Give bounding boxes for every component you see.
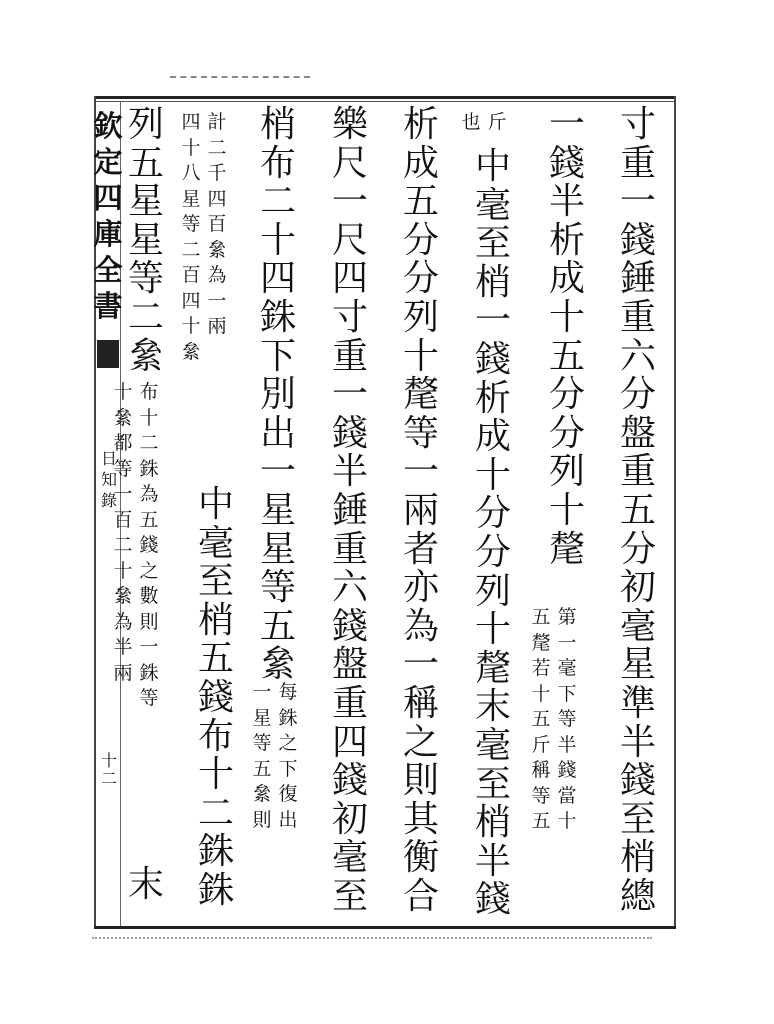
glyph: 分 [474,531,511,573]
glyph: 等 [531,784,551,807]
glyph: 絫 [181,340,201,363]
page-edge-mark-top [170,76,310,79]
margin-page-number [100,752,118,788]
right-border-rule [674,96,676,929]
glyph: 絫 [252,783,272,805]
glyph: 十 [113,381,133,403]
glyph: 等 [139,687,159,709]
glyph: 一 [619,181,656,223]
glyph: 庫 [93,217,123,251]
glyph: 毫 [474,184,511,226]
glyph: 半 [331,451,368,493]
glyph: 二 [100,769,117,788]
glyph: 梢 [197,599,234,641]
glyph: 錘 [331,489,368,531]
glyph: 錢 [331,605,368,647]
glyph: 當 [557,784,577,807]
glyph: 等 [402,412,439,454]
glyph: 至 [619,798,656,840]
glyph: 兩 [113,661,133,684]
glyph: 重 [619,142,656,184]
glyph: 合 [402,875,439,917]
glyph: 等 [181,213,201,235]
annotation-column-2 [530,605,578,835]
glyph: 則 [402,760,439,802]
glyph: 為 [139,483,159,505]
glyph: 四 [259,258,296,300]
glyph: 十 [548,296,585,338]
glyph: 書 [93,289,123,323]
glyph: 分 [402,258,439,300]
glyph: 之 [278,732,298,754]
glyph: 亦 [402,567,439,609]
annotation-line-7a [206,110,228,365]
glyph: 半 [557,733,577,756]
glyph: 錢 [619,219,656,261]
glyph: 稱 [531,759,551,781]
glyph: 尺 [331,219,368,261]
glyph: 衡 [402,837,439,879]
text-column-8-tail [126,866,166,905]
glyph: 復 [278,783,298,805]
glyph: 布 [197,715,234,757]
glyph: 分 [474,493,511,535]
annotation-column-3-top [460,110,508,136]
glyph: 錢 [331,412,368,454]
annotation-line-6b [251,680,273,833]
annotation-line-7b [180,110,202,365]
annotation-column-6 [251,680,299,833]
glyph: 別 [259,374,296,416]
glyph: 十 [474,609,511,651]
glyph: 中 [474,146,511,187]
glyph: 絫 [113,406,133,429]
annotation-line-3a [486,110,508,136]
glyph: 下 [557,682,577,705]
glyph: 二 [113,534,133,556]
glyph: 欽 [93,109,123,143]
glyph: 分 [619,374,656,416]
annotation-line-2b [530,605,552,835]
glyph: 一 [331,181,368,223]
glyph: 寸 [619,104,656,145]
glyph: 梢 [619,837,656,879]
glyph: 氂 [531,631,551,654]
glyph: 四 [207,187,227,210]
glyph: 一 [252,681,272,703]
glyph: 五 [531,708,551,730]
glyph: 星 [181,187,201,210]
glyph: 盤 [619,412,656,454]
glyph: 重 [619,451,656,493]
glyph: 也 [461,111,481,133]
glyph: 毫 [474,724,511,766]
glyph: 八 [181,162,201,184]
glyph: 絫 [113,585,133,607]
glyph: 六 [619,335,656,377]
glyph: 四 [93,181,123,215]
glyph: 等 [259,567,296,609]
glyph: 斤 [531,733,551,756]
glyph: 半 [113,636,133,658]
glyph: 重 [331,682,368,724]
text-column-7 [196,486,236,911]
glyph: 錢 [197,676,234,718]
glyph: 兩 [402,489,439,531]
glyph: 列 [474,570,511,612]
glyph: 等 [127,258,164,300]
annotation-column-8 [112,380,160,712]
glyph: 分 [402,219,439,261]
glyph: 星 [127,219,164,261]
glyph: 銖 [197,831,234,873]
glyph: 分 [619,528,656,570]
glyph: 至 [474,763,511,805]
glyph: 絫 [207,238,227,261]
glyph: 十 [557,810,577,832]
glyph: 毫 [619,605,656,647]
annotation-line-3b [460,110,482,136]
glyph: 二 [207,136,227,159]
glyph: 錢 [474,879,511,921]
glyph: 十 [181,315,201,337]
glyph: 下 [278,757,298,780]
glyph: 一 [402,644,439,686]
glyph: 星 [619,644,656,686]
glyph: 四 [181,111,201,133]
glyph: 成 [548,258,585,300]
glyph: 錄 [100,491,117,510]
glyph: 樂 [331,104,368,145]
glyph: 分 [548,374,585,416]
text-column-3 [473,148,513,920]
glyph: 析 [402,104,439,145]
glyph: 為 [402,605,439,647]
glyph: 氂 [474,647,511,689]
glyph: 五 [531,810,551,832]
glyph: 半 [548,181,585,223]
glyph: 二 [139,432,159,454]
glyph: 十 [474,454,511,496]
glyph: 列 [127,104,164,145]
glyph: 為 [113,610,133,633]
glyph: 十 [259,219,296,261]
glyph: 百 [207,213,227,235]
glyph: 每 [278,681,298,703]
glyph: 十 [181,136,201,159]
glyph: 銖 [197,869,234,911]
glyph: 十 [197,754,234,796]
glyph: 錢 [139,534,159,556]
glyph: 梢 [259,104,296,145]
glyph: 若 [531,657,551,679]
glyph: 五 [402,181,439,223]
glyph: 數 [139,585,159,607]
glyph: 百 [181,264,201,286]
page-edge-mark-bottom [92,937,652,939]
glyph: 末 [127,864,164,905]
annotation-column-7-top [180,110,228,365]
glyph: 毫 [557,657,577,679]
text-column-2 [547,106,587,569]
glyph: 計 [207,111,227,133]
glyph: 則 [252,808,272,831]
glyph: 星 [259,528,296,570]
glyph: 列 [548,451,585,493]
glyph: 初 [331,798,368,840]
glyph: 重 [331,335,368,377]
glyph: 等 [252,732,272,754]
glyph: 絫 [127,335,164,377]
glyph: 錢 [474,338,511,380]
glyph: 星 [252,706,272,729]
glyph: 五 [548,335,585,377]
glyph: 斤 [487,111,507,133]
glyph: 一 [259,451,296,493]
glyph: 等 [557,708,577,730]
glyph: 重 [331,528,368,570]
glyph: 梢 [474,802,511,844]
glyph: 五 [531,606,551,628]
glyph: 二 [181,238,201,261]
glyph: 五 [252,757,272,780]
glyph: 五 [259,605,296,647]
glyph: 布 [139,381,159,403]
margin-fish-tail-block [97,340,119,368]
glyph: 一 [139,636,159,658]
glyph: 一 [113,483,133,505]
glyph: 六 [331,567,368,609]
top-border-rule [94,96,676,99]
annotation-line-2a [556,605,578,835]
glyph: 尺 [331,142,368,184]
glyph: 錘 [619,258,656,300]
glyph: 全 [93,253,123,287]
glyph: 析 [548,219,585,261]
annotation-line-8a [138,380,160,712]
glyph: 星 [259,489,296,531]
glyph: 百 [113,508,133,531]
glyph: 知 [100,470,117,489]
annotation-line-8b [112,380,134,712]
glyph: 錢 [331,760,368,802]
glyph: 一 [331,374,368,416]
glyph: 寸 [331,296,368,338]
glyph: 盤 [331,644,368,686]
glyph: 出 [259,412,296,454]
glyph: 準 [619,682,656,724]
bottom-border-rule [94,926,676,929]
text-column-8 [126,106,166,376]
glyph: 為 [207,264,227,286]
glyph: 四 [331,258,368,300]
glyph: 中 [197,484,234,525]
glyph: 出 [278,808,298,831]
glyph: 至 [331,875,368,917]
glyph: 末 [474,686,511,728]
glyph: 日 [100,449,117,468]
glyph: 二 [127,296,164,338]
glyph: 重 [619,296,656,338]
glyph: 二 [197,792,234,834]
text-column-5 [330,106,370,916]
glyph: 一 [557,631,577,654]
glyph: 四 [181,289,201,312]
glyph: 氂 [402,374,439,416]
glyph: 五 [197,638,234,680]
glyph: 等 [113,457,133,480]
glyph: 星 [127,181,164,223]
glyph: 定 [93,145,123,179]
glyph: 分 [548,412,585,454]
glyph: 一 [548,104,585,145]
glyph: 則 [139,610,159,633]
glyph: 十 [139,406,159,429]
glyph: 列 [402,296,439,338]
margin-title [93,108,123,324]
glyph: 十 [402,335,439,377]
glyph: 半 [474,840,511,882]
glyph: 五 [139,508,159,531]
glyph: 初 [619,567,656,609]
glyph: 銖 [139,661,159,684]
glyph: 至 [197,561,234,603]
glyph: 成 [402,142,439,184]
glyph: 錢 [557,759,577,781]
glyph: 錢 [619,760,656,802]
glyph: 第 [557,606,577,628]
glyph: 銖 [278,706,298,729]
text-column-4 [401,106,441,916]
glyph: 一 [207,289,227,312]
glyph: 毫 [331,837,368,879]
glyph: 四 [331,721,368,763]
glyph: 下 [259,335,296,377]
glyph: 五 [619,489,656,531]
glyph: 十 [548,489,585,531]
glyph: 半 [619,721,656,763]
glyph: 千 [207,162,227,184]
glyph: 析 [474,377,511,419]
glyph: 銖 [139,457,159,480]
glyph: 銖 [259,296,296,338]
glyph: 都 [113,432,133,454]
glyph: 氂 [548,528,585,570]
glyph: 十 [113,559,133,582]
glyph: 總 [619,875,656,917]
glyph: 成 [474,416,511,458]
glyph: 錢 [548,142,585,184]
text-column-1 [618,106,658,916]
glyph: 一 [474,300,511,342]
glyph: 十 [531,682,551,705]
glyph: 其 [402,798,439,840]
glyph: 十 [100,751,117,770]
glyph: 毫 [197,522,234,564]
glyph: 梢 [474,261,511,303]
text-column-6 [258,106,298,685]
glyph: 五 [127,142,164,184]
glyph: 一 [402,451,439,493]
glyph: 者 [402,528,439,570]
glyph: 之 [402,721,439,763]
glyph: 絫 [259,644,296,686]
glyph: 布 [259,142,296,184]
glyph: 二 [259,181,296,223]
top-border-rule-inner [94,101,676,102]
annotation-line-6a [277,680,299,833]
glyph: 兩 [207,315,227,337]
glyph: 之 [139,559,159,582]
glyph: 至 [474,223,511,265]
glyph: 稱 [402,682,439,724]
